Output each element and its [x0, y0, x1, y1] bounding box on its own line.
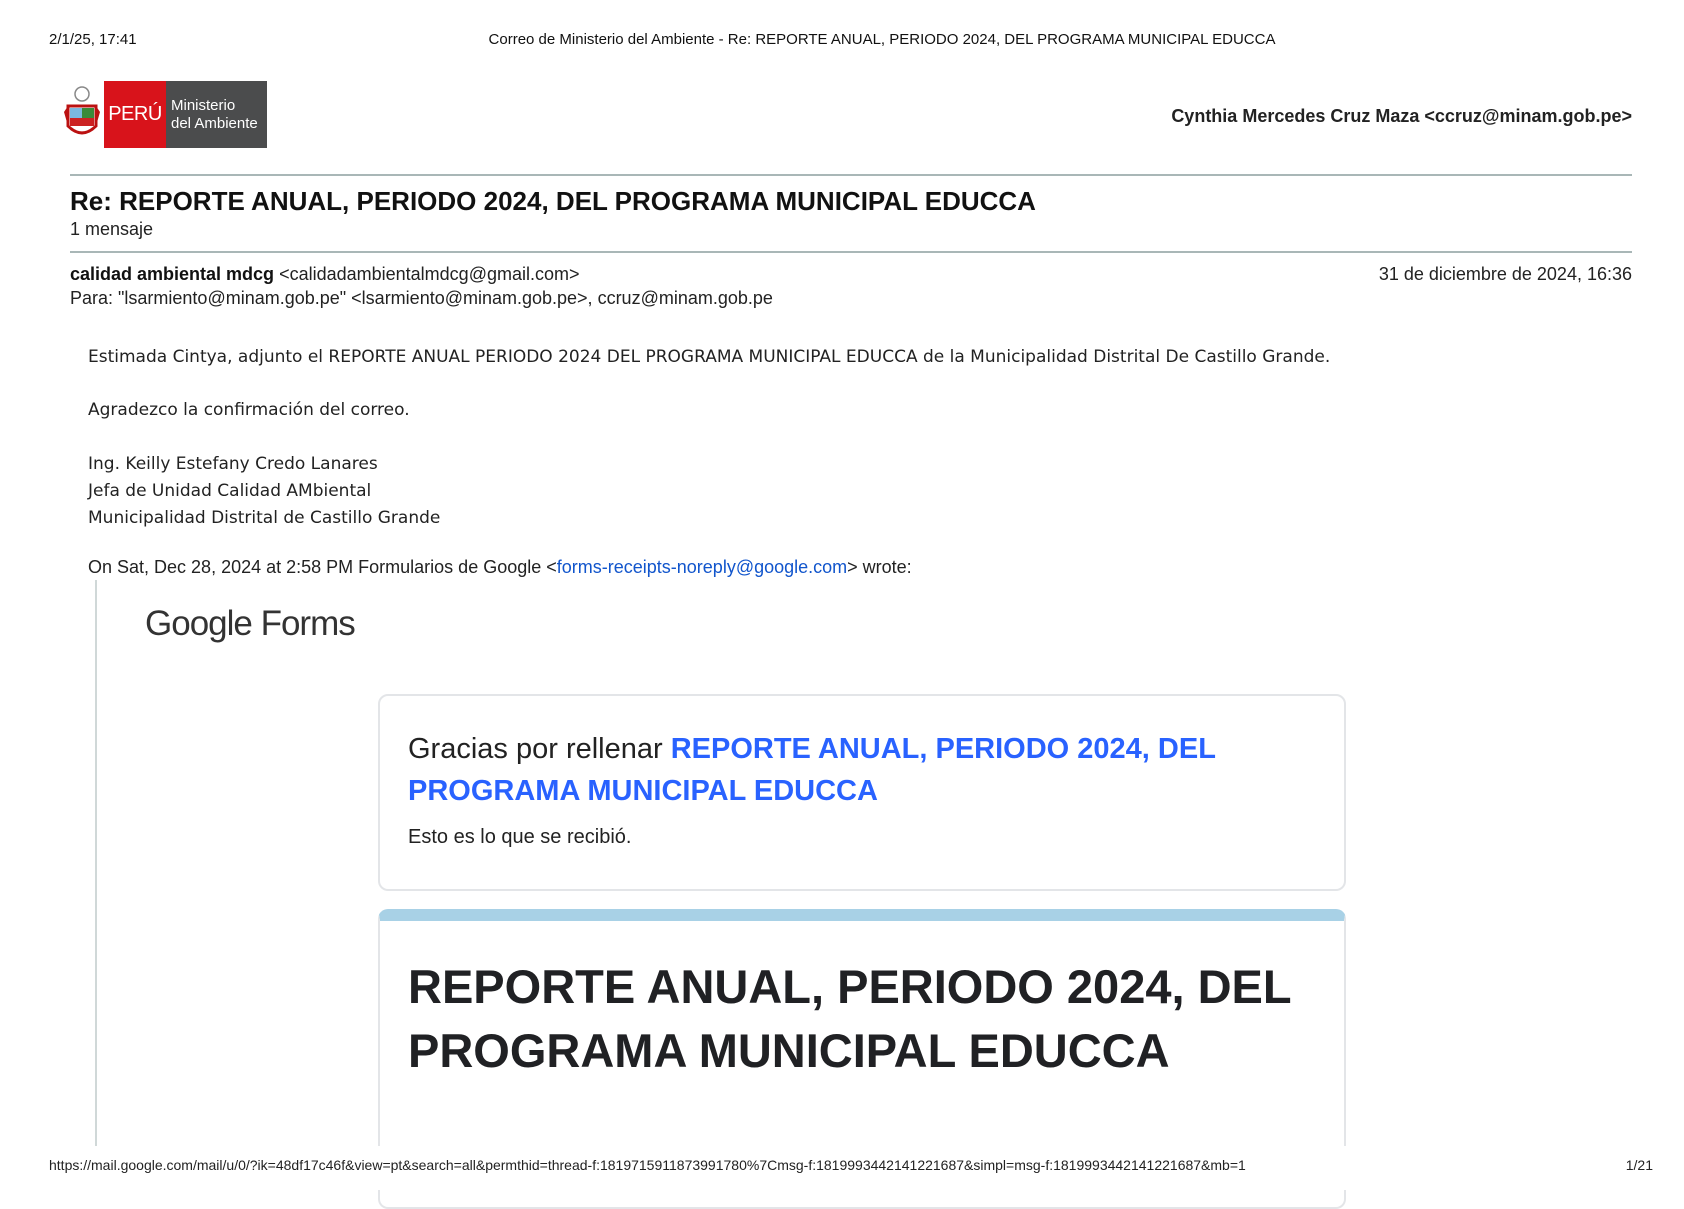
ministry-logo [60, 81, 267, 148]
google-forms-logo: Google Forms [145, 604, 355, 643]
sender-email: <calidadambientalmdcg@gmail.com> [279, 264, 580, 284]
body-line: Estimada Cintya, adjunto el REPORTE ANUAL PERIODO 2024 DEL PROGRAMA MUNICIPAL EDUCCA de la Municipalidad Distrital De Castillo Grande. [88, 347, 1331, 367]
sender-name: calidad ambiental mdcg [70, 264, 275, 284]
thread-subject: Re: REPORTE ANUAL, PERIODO 2024, DEL PROGRAMA MUNICIPAL EDUCCA [70, 186, 1036, 216]
recipients: Para: "lsarmiento@minam.gob.pe" <lsarmiento@minam.gob.pe>, ccruz@minam.gob.pe [70, 288, 773, 308]
footer-url: https://mail.google.com/mail/u/0/?ik=48df17c46f&view=pt&search=all&permthid=thread-f:1819715911873991780%7Cmsg-f:1819993442141221687&simpl=msg-f:1819993442141221687&mb=1 [49, 1157, 1246, 1173]
signature-line: Jefa de Unidad Calidad AMbiental [88, 481, 372, 501]
form-link[interactable]: REPORTE ANUAL, PERIODO 2024, DEL PROGRAMA MUNICIPAL EDUCCA [408, 733, 1216, 807]
signature-line: Municipalidad Distrital de Castillo Grande [88, 508, 441, 528]
logo-ministry [166, 81, 267, 148]
page-number: 1/21 [1625, 1157, 1653, 1173]
quote-outro: > wrote: [847, 557, 912, 577]
received-text: Esto es lo que se recibió. [408, 826, 632, 848]
sender [70, 264, 580, 285]
quote-email-link[interactable]: forms-receipts-noreply@google.com [556, 557, 848, 577]
message-count: 1 mensaje [70, 219, 154, 239]
print-datetime: 2/1/25, 17:41 [49, 31, 137, 48]
print-title: Correo de Ministerio del Ambiente - Re: REPORTE ANUAL, PERIODO 2024, DEL PROGRAMA MUNICIPAL EDUCCA [488, 31, 1276, 48]
coat-of-arms-icon [60, 81, 104, 148]
divider [70, 251, 1632, 253]
thanks-card [378, 694, 1346, 891]
logo-line2: del Ambiente [171, 115, 258, 132]
account-name: Cynthia Mercedes Cruz Maza <ccruz@minam.gob.pe> [1171, 106, 1632, 126]
quote-intro: On Sat, Dec 28, 2024 at 2:58 PM Formularios de Google < [88, 557, 557, 577]
logo-line1: Ministerio [171, 97, 236, 114]
body-line: Agradezco la confirmación del correo. [88, 400, 410, 420]
signature-line: Ing. Keilly Estefany Credo Lanares [88, 454, 378, 474]
quote-header [88, 557, 912, 578]
logo-country: PERÚ [104, 81, 166, 148]
quote-bar [95, 580, 97, 1146]
divider [70, 174, 1632, 176]
thanks-prefix: Gracias por rellenar [408, 733, 671, 765]
message-date: 31 de diciembre de 2024, 16:36 [1378, 264, 1632, 284]
thanks-text [408, 728, 1316, 812]
form-title: REPORTE ANUAL, PERIODO 2024, DEL PROGRAMA MUNICIPAL EDUCCA [408, 960, 1291, 1077]
